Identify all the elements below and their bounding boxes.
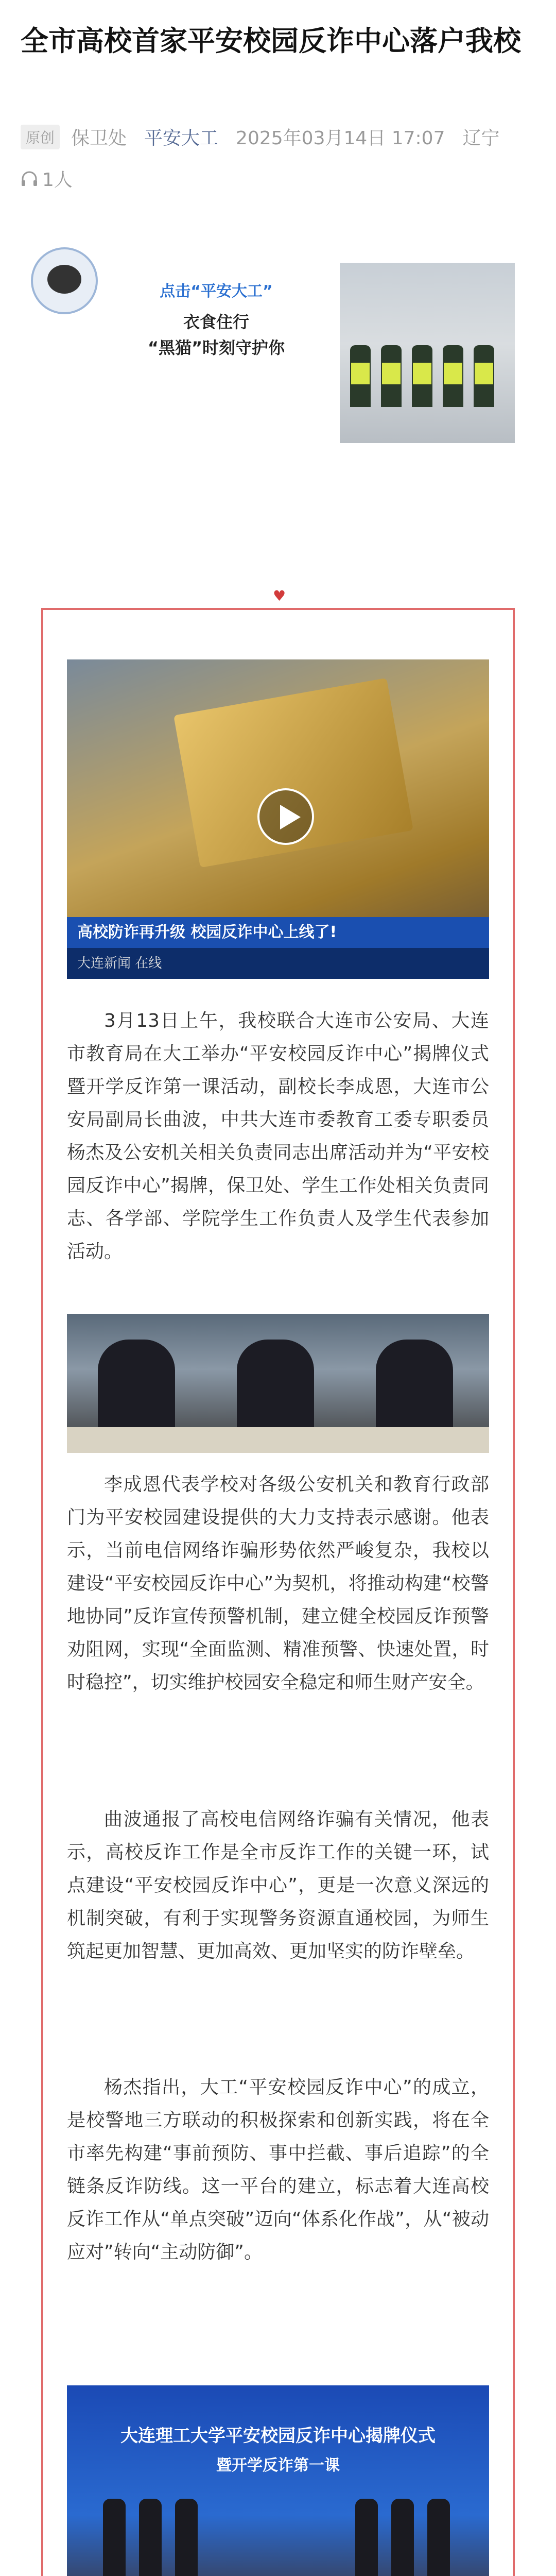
- headphones-icon: [21, 171, 38, 187]
- paragraph-1: 3月13日上午，我校联合大连市公安局、大连市教育局在大工举办“平安校园反诈中心”揭牌仪式暨开学反诈第一课活动，副校长李成恩，大连市公安局副局长曲波，中共大连市委教育工委专职委员杨杰及公安机关相关负责同志出席活动并为“平安校园反诈中心”揭牌，保卫处、学生工作处相关负责同志、各学部、学院学生工作负责人及学生代表参加活动。: [67, 1010, 489, 1262]
- video-subcaption: 大连新闻 在线: [67, 948, 489, 979]
- news-video[interactable]: [67, 659, 489, 979]
- follow-banner[interactable]: [21, 247, 535, 453]
- banner-line-2: 衣食住行: [183, 312, 249, 332]
- listen-count[interactable]: [21, 165, 90, 192]
- paragraph-2: 李成恩代表学校对各级公安机关和教育行政部门为平安校园建设提供的大力支持表示感谢。他表示，当前电信网络诈骗形势依然严峻复杂，我校以建设“平安校园反诈中心”为契机，将推动构建“校警地协同”反诈宣传预警机制，建立健全校园反诈预警劝阻网，实现“全面监测、精准预警、快速处置，时时稳控”，切实维护校园安全稳定和师生财产安全。: [67, 1474, 489, 1693]
- unveiling-photo: [67, 2385, 489, 2576]
- heart-divider-icon: ♥: [273, 587, 286, 604]
- paragraph-4: 杨杰指出，大工“平安校园反诈中心”的成立，是校警地三方联动的积极探索和创新实践，将在全市率先构建“事前预防、事中拦截、事后追踪”的全链条反诈防线。这一平台的建立，标志着大连高校反诈工作从“单点突破”迈向“体系化作战”，从“被动应对”转向“主动防御”。: [67, 2077, 489, 2263]
- publish-date: 2025年03月14日 17:07: [236, 128, 445, 149]
- video-caption: 高校防诈再升级 校园反诈中心上线了!: [67, 917, 489, 948]
- speakers-photo: [67, 1314, 489, 1453]
- banner-line-1: 点击“平安大工”: [160, 282, 273, 300]
- article-meta: [21, 124, 535, 192]
- black-cat-mascot-icon: [31, 247, 98, 314]
- ceremony-banner-line-2: 暨开学反诈第一课: [216, 2456, 340, 2475]
- banner-line-3: “黑猫”时刻守护你: [147, 338, 285, 358]
- account-link[interactable]: 平安大工: [144, 128, 219, 149]
- ceremony-banner-line-1: 大连理工大学平安校园反诈中心揭牌仪式: [120, 2426, 436, 2446]
- play-icon[interactable]: [257, 788, 314, 845]
- location-label: 辽宁: [462, 128, 500, 149]
- police-patrol-photo: [340, 263, 515, 443]
- paragraph-3: 曲波通报了高校电信网络诈骗有关情况，他表示，高校反诈工作是全市反诈工作的关键一环，试点建设“平安校园反诈中心”，更是一次意义深远的机制突破，有利于实现警务资源直通校园，为师生筑起更加智慧、更加高效、更加坚实的防诈壁垒。: [67, 1809, 489, 1962]
- author-name: 保卫处: [71, 128, 127, 149]
- listen-count-label: 1人: [42, 170, 73, 191]
- article-title: 全市高校首家平安校园反诈中心落户我校: [21, 25, 521, 57]
- original-badge: 原创: [21, 125, 60, 149]
